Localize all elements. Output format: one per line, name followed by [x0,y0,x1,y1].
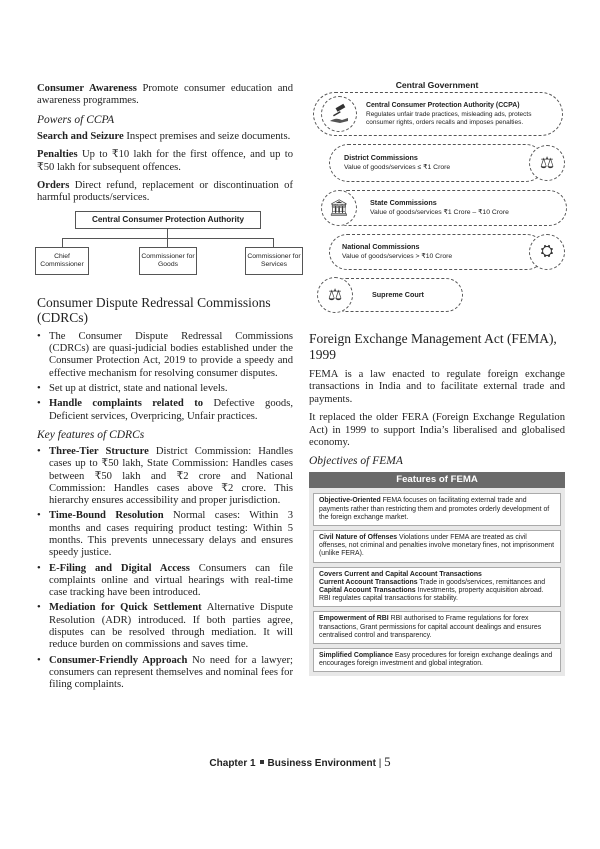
text: No need for a lawyer; consumers can represent themselves and nominal fees for filing complaints. [49,654,293,691]
text: Direct refund, replacement or discontinuation of harmful products/services. [37,180,293,204]
list-item [37,398,293,423]
term: E-Filing and Digital Access [49,562,190,574]
consumer-awareness-para [37,83,293,108]
cdrc-bullets [37,331,293,423]
ccpa-org-chart [37,211,301,289]
term: Consumer Awareness [37,83,137,94]
text: FEMA focuses on facilitating external trade and payments rather than restricting them and promotes orderly development of the foreign exchange market. [319,497,550,521]
tier-title: State Commissions [370,198,437,207]
term: Time-Bound Resolution [49,510,164,522]
text: Trade in goods/services, remittances and [417,578,546,586]
fema-para-2: It replaced the older FERA (Foreign Exchange Regulation Act) in 1999 to support India’s liberalised and globalised economy. [309,412,565,449]
tier-national [329,234,545,270]
key-features-heading: Key features of CDRCs [37,428,145,441]
text: Violations under FEMA are treated as civil offenses, not criminal and penalties involve monetary fines, not imprisonment (unlike FERA). [319,534,555,558]
org-connector [62,238,63,247]
right-column [309,80,565,676]
term: Three-Tier Structure [49,445,149,457]
feature-item [313,648,561,672]
text: Defective goods, Deficient services, Overpricing, Unfair practices. [49,398,293,422]
fema-para-1: FEMA is a law enacted to regulate foreign exchange transactions in India and to facilitate external trade and payments. [309,369,565,405]
chapter-label: Chapter 1 [209,758,256,769]
features-box [309,472,565,676]
list-item [37,602,293,651]
org-top-box: Central Consumer Protection Authority [75,211,261,229]
list-item [37,655,293,692]
left-column [37,83,301,695]
separator [260,760,264,764]
tier-sub: Value of goods/services ≤ ₹1 Crore [344,164,451,171]
org-connector [167,229,168,238]
org-connector [273,238,274,247]
text: Investments, property acquisition abroad. RBI regulates capital transactions for stability. [319,587,544,603]
text: Normal cases: Within 3 months and cases requiring product testing: Within 5 months. This prevents unnecessary delays and ensures speedy justice. [49,510,293,559]
key-bullets [37,446,293,692]
divider: | [378,758,385,769]
objectives-heading: Objectives of FEMA [309,455,403,468]
tier-state [329,190,567,226]
term: Objective-Oriented [319,497,381,505]
tier-title: District Commissions [344,153,418,162]
text: Set up at district, state and national levels. [49,383,228,395]
text: District Commission: Handles cases up to ₹50 lakh, State Commission: Handles cases between ₹50 lakh and ₹2 crore and National Commission: Handles cases above ₹2 crore. This hierarchy ensures accessibility and proper jurisdiction. [49,445,293,507]
scales-icon: ⚖ [317,277,353,313]
feature-item [313,493,561,526]
list-item [37,383,293,395]
seal-icon: ⛭ [529,234,565,270]
text: Up to ₹10 lakh for the first offence, and up to ₹50 lakh for subsequent offences. [37,149,293,173]
feature-item [313,567,561,608]
text: Promote consumer education and awareness programmes. [37,83,293,107]
tier-title: Central Consumer Protection Authority (CCPA) [366,102,520,109]
list-item [37,331,293,380]
scales-icon: ⚖ [529,145,565,181]
list-item [37,446,293,507]
orders-para [37,180,293,205]
text: RBI authorised to Frame regulations for forex transactions, Grant permissions for capital account dealings and ensures centralised control and transparency. [319,615,542,639]
cdrc-heading: Consumer Dispute Redressal Commissions (CDRCs) [37,294,271,325]
text: Inspect premises and seize documents. [123,130,291,142]
term: Empowerment of RBI [319,615,389,623]
tier-sub: Value of goods/services > ₹10 Crore [342,253,453,260]
chapter-title: Business Environment [267,758,376,769]
search-seizure-para [37,131,293,143]
fema-heading: Foreign Exchange Management Act (FEMA), 1999 [309,331,557,362]
powers-heading: Powers of CCPA [37,113,115,126]
hand-gavel-icon [321,96,357,132]
feature-item [313,611,561,644]
org-box-services: Commissioner for Services [245,247,303,275]
list-item [37,563,293,600]
page-number: 5 [384,754,391,769]
term: Covers Current and Capital Account Transactions [319,570,482,578]
diagram-title: Central Government [395,80,479,90]
tier-title: National Commissions [342,242,420,251]
tier-sub: Regulates unfair trade practices, misleading ads, protects consumer rights, orders recalls and imposes penalties. [366,111,532,126]
term: Orders [37,180,70,192]
term: Current Account Transactions [319,578,418,586]
features-title: Features of FEMA [309,472,565,488]
page-footer [0,754,600,770]
org-box-chief: Chief Commissioner [35,247,89,275]
tier-district [329,144,545,182]
text: Consumers can file complaints online and virtual hearings with real-time case tracking have been introduced. [49,562,293,599]
term: Civil Nature of Offenses [319,534,398,542]
org-connector [167,238,168,247]
term: Capital Account Transactions [319,587,416,595]
tier-sub: Value of goods/services ₹1 Crore – ₹10 Crore [370,209,509,216]
term: Handle complaints related to [49,398,204,410]
consumer-redressal-diagram [309,80,565,323]
list-item [37,510,293,559]
term: Penalties [37,149,78,161]
term: Search and Seizure [37,130,124,142]
courthouse-icon: 🏛 [321,190,357,226]
term: Consumer-Friendly Approach [49,654,188,666]
text: Alternative Dispute Resolution (ADR) introduced. If both parties agree, disputes can be resolved through mediation. It will reduce burden on commissions and saves time. [49,602,293,651]
text: Easy procedures for foreign exchange dealings and encourages foreign investment and global integration. [319,652,553,668]
text: The Consumer Dispute Redressal Commissions (CDRCs) are quasi-judicial bodies established under the Consumer Protection Act, 2019 to provide a speedy and effective mechanism for resolving consumer disputes. [49,330,293,379]
term: Mediation for Quick Settlement [49,602,202,614]
feature-item [313,530,561,563]
org-box-goods: Commissioner for Goods [139,247,197,275]
term: Simplified Compliance [319,652,393,660]
penalties-para [37,149,293,174]
tier-title: Supreme Court [372,290,424,299]
